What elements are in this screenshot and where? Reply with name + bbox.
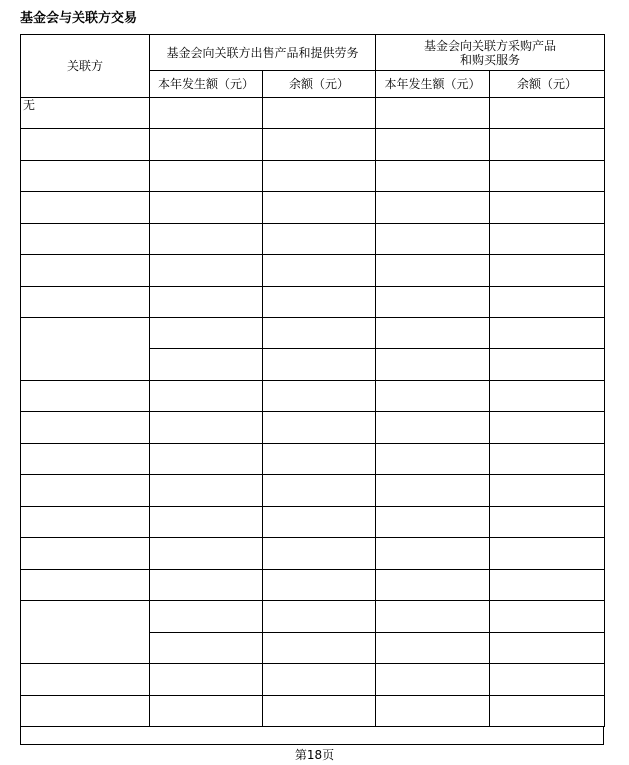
cell	[263, 570, 376, 601]
cell	[150, 287, 263, 318]
party-cell	[21, 538, 150, 570]
header-purchase-amount	[376, 71, 490, 98]
cell	[150, 570, 263, 601]
table-row	[21, 224, 605, 255]
party-cell	[21, 570, 150, 601]
cell	[490, 412, 605, 444]
cell	[150, 255, 263, 287]
header-sales-amount-label: 本年发生额（元）	[157, 77, 254, 91]
cell	[376, 349, 490, 381]
cell	[490, 475, 605, 507]
cell	[376, 538, 490, 570]
cell	[263, 129, 376, 161]
table-row	[21, 161, 605, 192]
cell	[150, 633, 263, 664]
party-cell	[21, 161, 150, 192]
cell	[263, 444, 376, 475]
cell	[150, 475, 263, 507]
related-party-transactions-table	[20, 34, 605, 727]
table-row	[21, 98, 605, 129]
party-cell	[21, 475, 150, 507]
table-row	[21, 129, 605, 161]
cell	[263, 507, 376, 538]
cell	[263, 161, 376, 192]
header-sales-group	[150, 35, 376, 71]
cell	[150, 129, 263, 161]
party-cell	[21, 224, 150, 255]
header-purchase-amount-label: 本年发生额（元）	[384, 77, 481, 91]
cell	[263, 601, 376, 633]
cell	[490, 129, 605, 161]
page-number: 第18页	[294, 748, 335, 762]
cell	[263, 98, 376, 129]
cell	[150, 224, 263, 255]
header-sales-balance-label: 余额（元）	[289, 77, 350, 91]
table-row	[21, 664, 605, 696]
cell	[490, 507, 605, 538]
cell	[150, 318, 263, 349]
cell	[150, 696, 263, 727]
header-purchase-group	[376, 35, 605, 71]
party-cell	[21, 192, 150, 224]
party-cell	[21, 255, 150, 287]
header-sales-group-label: 基金会向关联方出售产品和提供劳务	[166, 45, 359, 60]
party-cell	[21, 129, 150, 161]
cell	[490, 664, 605, 696]
cell	[263, 633, 376, 664]
cell	[376, 507, 490, 538]
cell	[150, 192, 263, 224]
table-row	[21, 507, 605, 538]
table-row	[21, 696, 605, 727]
cell	[263, 349, 376, 381]
cell	[376, 475, 490, 507]
cell	[376, 255, 490, 287]
header-purchase-balance-label: 余额（元）	[517, 77, 578, 91]
table-row	[21, 538, 605, 570]
party-cell	[21, 412, 150, 444]
cell	[263, 412, 376, 444]
header-purchase-balance	[490, 71, 605, 98]
table-row	[21, 570, 605, 601]
cell	[376, 129, 490, 161]
cell	[376, 664, 490, 696]
cell	[376, 696, 490, 727]
cell	[263, 475, 376, 507]
header-purchase-group-line1: 基金会向关联方采购产品	[424, 38, 557, 53]
party-cell	[21, 507, 150, 538]
cell	[376, 570, 490, 601]
cell	[150, 381, 263, 412]
cell	[263, 381, 376, 412]
cell	[263, 696, 376, 727]
cell	[490, 538, 605, 570]
cell	[490, 287, 605, 318]
party-cell	[21, 381, 150, 412]
table-row	[21, 444, 605, 475]
cell	[263, 224, 376, 255]
footer-divider	[20, 744, 604, 745]
party-cell	[21, 664, 150, 696]
cell	[150, 98, 263, 129]
cell	[150, 601, 263, 633]
cell	[376, 192, 490, 224]
cell	[150, 349, 263, 381]
cell	[150, 538, 263, 570]
cell	[150, 444, 263, 475]
cell	[376, 633, 490, 664]
cell	[376, 412, 490, 444]
cell	[150, 507, 263, 538]
cell	[490, 224, 605, 255]
header-sales-amount	[150, 71, 263, 98]
cell	[490, 696, 605, 727]
table-row	[21, 287, 605, 318]
cell	[490, 255, 605, 287]
cell	[376, 381, 490, 412]
cell	[490, 192, 605, 224]
cell	[490, 381, 605, 412]
table-row	[21, 601, 605, 633]
cell	[376, 98, 490, 129]
cell	[263, 538, 376, 570]
party-cell	[21, 696, 150, 727]
cell	[376, 287, 490, 318]
table-row	[21, 381, 605, 412]
cell	[490, 601, 605, 633]
party-cell	[21, 601, 150, 664]
table-row	[21, 192, 605, 224]
table-row	[21, 318, 605, 349]
party-cell	[21, 287, 150, 318]
cell	[376, 161, 490, 192]
cell	[376, 318, 490, 349]
party-name: 无	[23, 98, 36, 112]
cell	[490, 349, 605, 381]
cell	[376, 444, 490, 475]
table-row	[21, 475, 605, 507]
cell	[263, 255, 376, 287]
header-related-party-label: 关联方	[66, 59, 103, 73]
cell	[150, 664, 263, 696]
cell	[490, 570, 605, 601]
cell	[263, 287, 376, 318]
cell	[263, 664, 376, 696]
page-title: 基金会与关联方交易	[20, 11, 138, 26]
footer-border-left	[20, 727, 21, 744]
cell	[150, 412, 263, 444]
footer-border-right	[603, 727, 604, 744]
cell	[490, 161, 605, 192]
cell	[490, 98, 605, 129]
cell	[490, 633, 605, 664]
cell	[263, 318, 376, 349]
cell	[150, 161, 263, 192]
header-sales-balance	[263, 71, 376, 98]
party-cell	[21, 98, 150, 129]
header-purchase-group-line2: 和购买服务	[460, 52, 521, 67]
table-row	[21, 255, 605, 287]
cell	[263, 192, 376, 224]
cell	[376, 601, 490, 633]
cell	[490, 318, 605, 349]
party-cell	[21, 318, 150, 381]
party-cell	[21, 444, 150, 475]
header-related-party	[21, 35, 150, 98]
table-row	[21, 412, 605, 444]
cell	[376, 224, 490, 255]
cell	[490, 444, 605, 475]
